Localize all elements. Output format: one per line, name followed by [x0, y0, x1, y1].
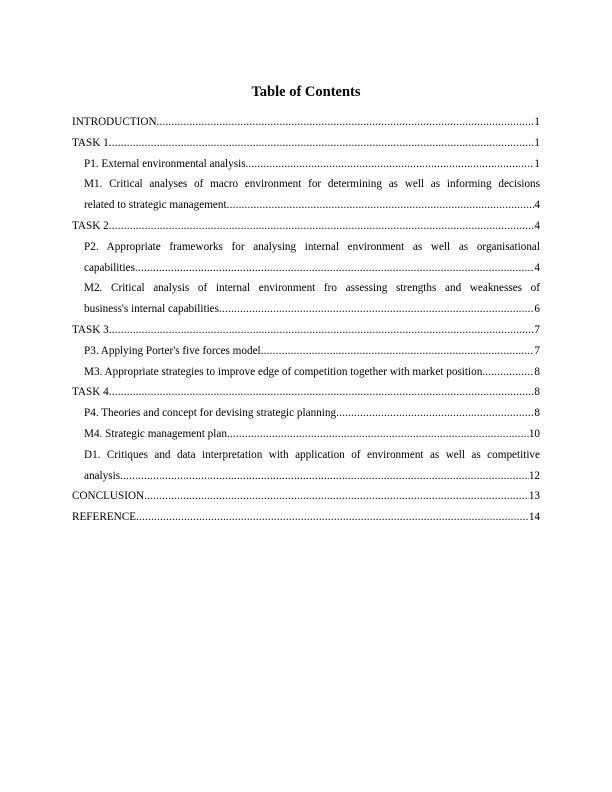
toc-leader-dots: [157, 112, 535, 133]
toc-entry-m4[interactable]: [72, 424, 540, 445]
toc-leader-dots: [227, 424, 529, 445]
toc-entry-label: TASK 1: [72, 136, 109, 149]
toc-entry-label: related to strategic management: [84, 199, 227, 212]
toc-entry-label: M4. Strategic management plan: [84, 427, 227, 440]
toc-entry-page: 14: [528, 511, 540, 524]
toc-leader-dots: [227, 195, 535, 216]
toc-leader-dots: [109, 216, 535, 237]
toc-entry-task-4[interactable]: [72, 382, 540, 403]
toc-entry-page: 13: [528, 490, 540, 503]
toc-leader-dots: [482, 362, 534, 383]
toc-entry-label: TASK 2: [72, 219, 109, 232]
toc-entry-p3[interactable]: [72, 341, 540, 362]
toc-entry-page: 4: [534, 219, 540, 232]
toc-leader-dots: [109, 320, 535, 341]
toc-entry-p4[interactable]: [72, 403, 540, 424]
toc-entry-m2[interactable]: [72, 278, 540, 320]
toc-leader-dots: [109, 382, 535, 403]
toc-entry-label: TASK 3: [72, 323, 109, 336]
toc-entry-page: 8: [534, 407, 540, 420]
toc-entry-task-1[interactable]: [72, 133, 540, 154]
toc-entry-page: 7: [534, 344, 540, 357]
toc-entry-label: P1. External environmental analysis.: [84, 157, 249, 170]
toc-entry-label: business's internal capabilities: [84, 303, 219, 316]
toc-entry-page: 8: [534, 365, 540, 378]
toc-entry-label-line1: M1. Critical analyses of macro environment for determining as well as informing decisions: [84, 178, 540, 191]
toc-entry-label: P3. Applying Porter's five forces model: [84, 344, 261, 357]
toc-leader-dots: [144, 486, 529, 507]
toc-entry-task-2[interactable]: [72, 216, 540, 237]
toc-entry-label: M3. Appropriate strategies to improve edge of competition together with market position: [84, 365, 483, 378]
toc-title: Table of Contents: [251, 84, 361, 100]
toc-entry-label: P4. Theories and concept for devising strategic planning: [84, 407, 337, 420]
toc-leader-dots: [248, 154, 534, 175]
toc-entry-page: 6: [534, 303, 540, 316]
toc-entry-label: capabilities: [84, 261, 135, 274]
toc-entry-page: 8: [534, 386, 540, 399]
toc-entry-page: 12: [528, 469, 540, 482]
toc-entry-label-line1: P2. Appropriate frameworks for analysing internal environment as well as organisational: [84, 240, 540, 253]
toc-entry-reference[interactable]: [72, 507, 540, 528]
toc-entry-label: analysis: [84, 469, 121, 482]
toc-entry-page: 4: [534, 261, 540, 274]
toc-entry-page: 1: [534, 136, 540, 149]
toc-entry-label-line1: M2. Critical analysis of internal environment fro assessing strengths and weaknesses of: [84, 282, 540, 295]
toc-entry-page: 10: [528, 427, 540, 440]
table-of-contents: [72, 112, 540, 528]
toc-leader-dots: [336, 403, 534, 424]
toc-entry-page: 4: [534, 199, 540, 212]
toc-entry-page: 1: [534, 157, 540, 170]
toc-entry-m3[interactable]: [72, 362, 540, 383]
toc-entry-page: 1: [534, 116, 540, 128]
toc-entry-d1[interactable]: [72, 445, 540, 487]
toc-entry-p2[interactable]: [72, 237, 540, 279]
toc-leader-dots: [109, 133, 535, 154]
toc-entry-page: 7: [534, 323, 540, 336]
toc-leader-dots: [219, 299, 534, 320]
toc-entry-m1[interactable]: [72, 174, 540, 216]
toc-entry-task-3[interactable]: [72, 320, 540, 341]
toc-entry-conclusion[interactable]: [72, 486, 540, 507]
toc-leader-dots: [261, 341, 535, 362]
toc-entry-label: TASK 4: [72, 386, 109, 399]
toc-entry-label: CONCLUSION: [72, 490, 145, 503]
toc-entry-introduction[interactable]: [72, 112, 540, 133]
toc-entry-label: INTRODUCTION: [72, 116, 157, 128]
toc-entry-p1[interactable]: [72, 154, 540, 175]
toc-leader-dots: [135, 258, 534, 279]
toc-leader-dots: [120, 466, 529, 487]
toc-entry-label: REFERENCE: [72, 511, 137, 524]
toc-leader-dots: [136, 507, 529, 528]
toc-entry-label-line1: D1. Critiques and data interpretation with application of environment as well as competitive: [84, 448, 540, 461]
